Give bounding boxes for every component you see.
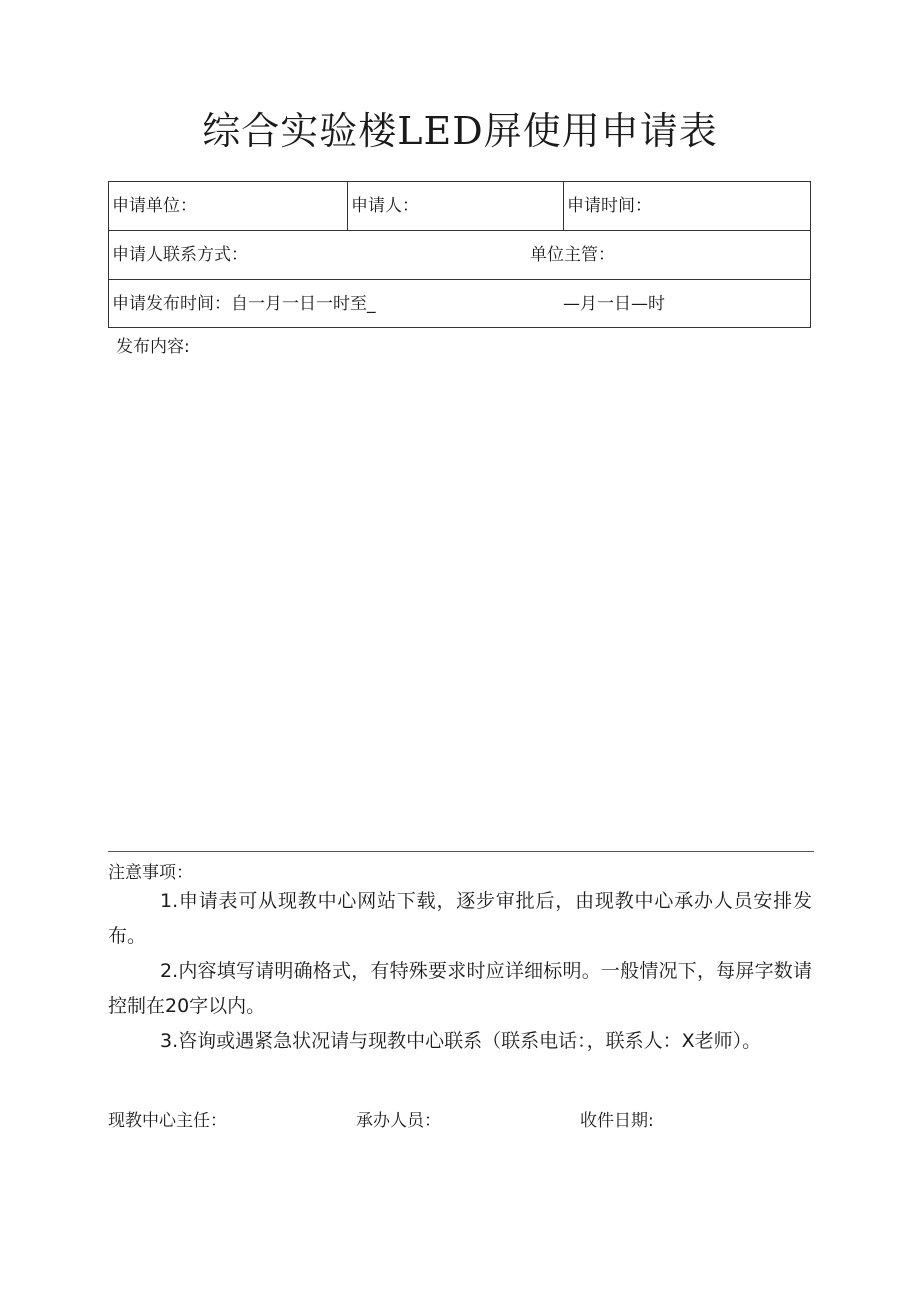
notes-list bbox=[108, 884, 812, 1059]
apply-time-field[interactable]: 申请时间： bbox=[567, 196, 652, 216]
applicant-field[interactable]: 申请人： bbox=[348, 182, 564, 230]
publish-time-to-field[interactable]: —月一日—时 bbox=[563, 294, 665, 314]
handler-signature-field[interactable]: 承办人员： bbox=[356, 1111, 441, 1131]
notes-heading: 注意事项： bbox=[108, 863, 193, 883]
note-item: 3.咨询或遇紧急状况请与现教中心联系（联系电话：，联系人：X老师）。 bbox=[160, 1030, 762, 1052]
note-item: 2.内容填写请明确格式，有特殊要求时应详细标明。一般情况下，每屏字数请控制在20字以内。 bbox=[108, 960, 812, 1017]
applicant-unit-field[interactable]: 申请单位： bbox=[109, 182, 348, 230]
form-row-contact bbox=[109, 231, 810, 280]
publish-content-label: 发布内容: bbox=[116, 337, 190, 357]
supervisor-field[interactable]: 单位主管： bbox=[530, 245, 615, 265]
form-row-applicant bbox=[109, 182, 810, 231]
application-form-table bbox=[108, 181, 811, 328]
page-title: 综合实验楼LED屏使用申请表 bbox=[202, 109, 718, 153]
section-divider bbox=[108, 851, 814, 852]
contact-field[interactable]: 申请人联系方式： bbox=[112, 245, 248, 265]
publish-time-from-field[interactable]: 申请发布时间：自一月一日一时至_ bbox=[112, 294, 376, 314]
received-date-field[interactable]: 收件日期: bbox=[580, 1111, 654, 1131]
director-signature-field[interactable]: 现教中心主任： bbox=[108, 1111, 227, 1131]
note-item: 1.申请表可从现教中心网站下载，逐步审批后，由现教中心承办人员安排发布。 bbox=[108, 890, 812, 947]
form-row-publish-time bbox=[109, 280, 810, 328]
